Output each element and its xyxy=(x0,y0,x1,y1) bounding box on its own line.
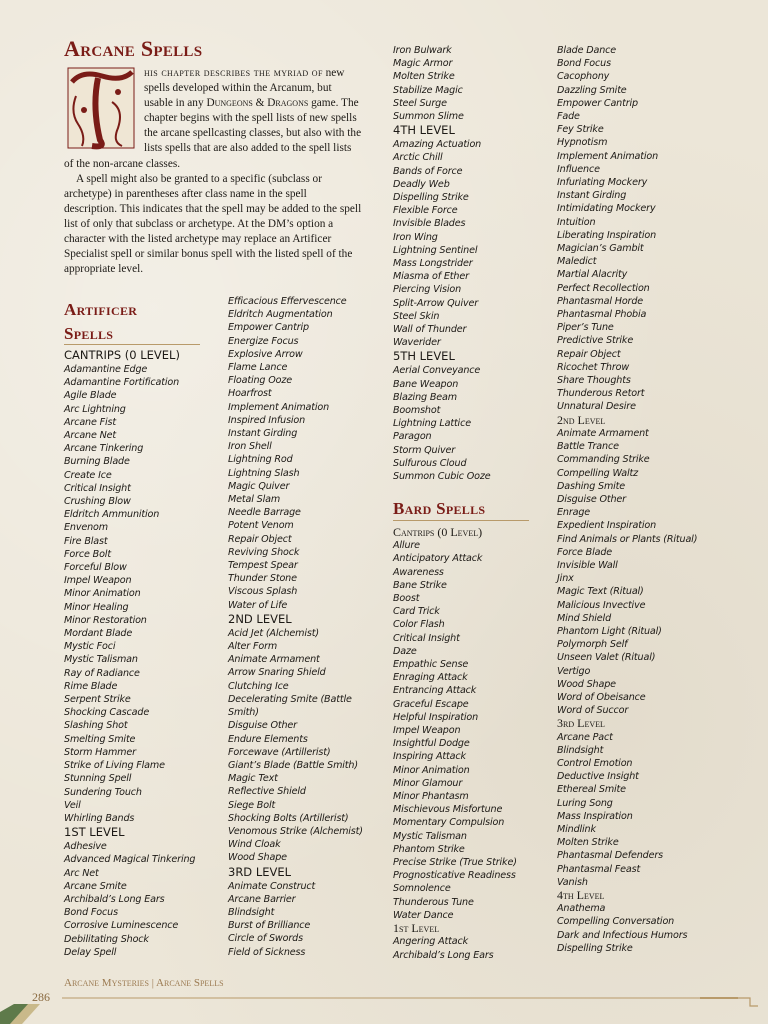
spell-item: Paragon xyxy=(393,431,432,443)
spell-item: Endure Elements xyxy=(228,733,308,745)
spell-item: Intimidating Mockery xyxy=(557,203,656,215)
spell-level-heading: 2ND LEVEL xyxy=(228,611,292,626)
spell-item: Disguise Other xyxy=(228,720,297,732)
running-footer xyxy=(64,977,224,989)
spell-item: Minor Healing xyxy=(64,601,129,613)
spell-item: Giant’s Blade (Battle Smith) xyxy=(228,759,358,771)
spell-item: Mystic Talisman xyxy=(64,654,138,666)
spell-level-heading: 3rd Level xyxy=(557,716,605,731)
spell-item: Empower Cantrip xyxy=(228,322,309,334)
spell-item: Wind Cloak xyxy=(228,839,281,851)
artificer-title-line1: Artificer xyxy=(64,300,138,319)
intro-brand: Dungeons & Dragons xyxy=(206,97,309,110)
spell-item: Envenom xyxy=(64,522,108,534)
spell-item: Burning Blade xyxy=(64,456,130,468)
spell-item: Infuriating Mockery xyxy=(557,177,648,189)
spell-item: Siege Bolt xyxy=(228,799,276,811)
spell-item: Repair Object xyxy=(228,533,292,545)
artificer-column-3 xyxy=(393,44,491,483)
spell-item: Mordant Blade xyxy=(64,628,133,640)
spell-item: Vertigo xyxy=(557,665,591,677)
spell-item: Mystic Foci xyxy=(64,641,116,653)
intro-text xyxy=(64,66,362,277)
spell-item: Flexible Force xyxy=(393,205,458,217)
spell-item: Bands of Force xyxy=(393,165,463,177)
spell-level-heading: 1st Level xyxy=(393,921,440,936)
spell-item: Slashing Shot xyxy=(64,720,128,732)
intro-lead: his chapter describes the myriad of xyxy=(144,67,323,79)
spell-item: Dispelling Strike xyxy=(393,192,469,204)
spell-item: Water of Life xyxy=(228,599,288,611)
spell-item: Share Thoughts xyxy=(557,375,631,387)
spell-item: Inspired Infusion xyxy=(228,414,306,426)
spell-item: Minor Animation xyxy=(393,764,470,776)
spell-item: Impel Weapon xyxy=(393,725,461,737)
spell-item: Implement Animation xyxy=(557,150,659,162)
spell-item: Critical Insight xyxy=(393,632,460,644)
spell-item: Magic Quiver xyxy=(228,480,290,492)
spell-item: Storm Hammer xyxy=(64,746,136,758)
spell-item: Unseen Valet (Ritual) xyxy=(557,652,656,664)
spell-item: Commanding Strike xyxy=(557,454,650,466)
spell-item: Storm Quiver xyxy=(393,444,456,456)
spell-item: Needle Barrage xyxy=(228,507,301,519)
footer-separator: | xyxy=(148,977,157,989)
spell-item: Implement Animation xyxy=(228,401,330,413)
spell-item: Daze xyxy=(393,645,417,657)
spell-item: Disguise Other xyxy=(557,493,626,505)
spell-item: Archibald’s Long Ears xyxy=(64,893,165,905)
spell-item: Molten Strike xyxy=(557,837,619,849)
spell-item: Minor Phantasm xyxy=(393,791,469,803)
spell-item: Iron Wing xyxy=(393,231,438,243)
spell-item: Deductive Insight xyxy=(557,771,639,783)
spell-item: Magic Armor xyxy=(393,58,453,70)
spell-item: Arcane Tinkering xyxy=(64,443,144,455)
spell-item: Mass Inspiration xyxy=(557,810,633,822)
spell-item: Mind Shield xyxy=(557,612,612,624)
spell-item: Liberating Inspiration xyxy=(557,229,657,241)
artificer-column-1 xyxy=(64,348,195,959)
spell-item: Arcane Net xyxy=(64,430,117,442)
spell-item: Fade xyxy=(557,111,580,123)
spell-item: Dark and Infectious Humors xyxy=(557,929,688,941)
spell-item: Color Flash xyxy=(393,619,445,631)
spell-item: Acid Jet (Alchemist) xyxy=(228,627,319,639)
spell-item: Battle Trance xyxy=(557,441,619,453)
spell-item: Force Blade xyxy=(557,546,613,558)
spell-item: Expedient Inspiration xyxy=(557,520,656,532)
artificer-column-2 xyxy=(228,295,363,959)
spell-item: Momentary Compulsion xyxy=(393,817,505,829)
spell-item: Animate Armament xyxy=(228,654,320,666)
spell-item: Word of Obeisance xyxy=(557,691,646,703)
spell-item: Force Bolt xyxy=(64,548,111,560)
spell-item: Allure xyxy=(393,540,420,552)
spell-item: Critical Insight xyxy=(64,482,131,494)
spell-item: Reviving Shock xyxy=(228,546,300,558)
spell-item: Ethereal Smite xyxy=(557,784,626,796)
spell-item: Lightning Lattice xyxy=(393,418,471,430)
spell-item: Alter Form xyxy=(228,641,278,653)
spell-item: Iron Shell xyxy=(228,441,272,453)
spell-item: Dispelling Strike xyxy=(557,942,633,954)
spell-item: Instant Girding xyxy=(228,428,298,440)
spell-item: Card Trick xyxy=(393,606,440,618)
spell-item: Strike of Living Flame xyxy=(64,760,165,772)
spell-item: Wall of Thunder xyxy=(393,324,467,336)
spell-item: Awareness xyxy=(393,566,444,578)
spell-item: Circle of Swords xyxy=(228,933,303,945)
spell-item: Forceful Blow xyxy=(64,562,127,574)
spell-item: Instant Girding xyxy=(557,190,627,202)
spell-item: Phantasmal Feast xyxy=(557,863,641,875)
intro-paragraph-2: A spell might also be granted to a specific (subclass or archetype) in parentheses after class name in the spell description. This indicates that the spell may be added to the spell list of only that subclass or archetype. At the DM’s option a character with the listed archetype may replace an Artificer Specialist spell or similar bonus spell with the listed spell of the appropriate level. xyxy=(64,172,362,276)
spell-level-heading: 4th Level xyxy=(557,888,605,902)
spell-item: Empathic Sense xyxy=(393,659,469,671)
spell-level-heading: 3RD LEVEL xyxy=(228,864,292,879)
spell-item: Archibald’s Long Ears xyxy=(393,949,494,961)
spell-item: Lightning Slash xyxy=(228,467,300,479)
spell-item: Lightning Sentinel xyxy=(393,244,478,256)
spell-item: Agile Blade xyxy=(64,390,117,402)
spell-item: Adhesive xyxy=(64,841,107,853)
spell-item: Eldritch Augmentation xyxy=(228,309,333,321)
spell-item: Arctic Chill xyxy=(393,152,443,164)
spell-item: Summon Cubic Ooze xyxy=(393,471,491,483)
spell-item: Word of Succor xyxy=(557,705,629,717)
intro-text-b: game. The chapter begins with the spell lists of new spells the arcane spellcasting classes, but also with the lists spells that are also added to the spell lists of the non-arcane classes. xyxy=(64,97,362,170)
spell-item: Adamantine Edge xyxy=(64,364,148,375)
spell-item: Arrow Snaring Shield xyxy=(228,667,326,679)
spell-item: Steel Skin xyxy=(393,310,440,322)
spell-item: Minor Glamour xyxy=(393,777,463,789)
spell-item: Reflective Shield xyxy=(228,786,306,798)
spell-item: Forcewave (Artillerist) xyxy=(228,746,331,758)
spell-item: Shocking Cascade xyxy=(64,707,150,719)
spell-item: Iron Bulwark xyxy=(393,45,452,56)
spell-item: Graceful Escape xyxy=(393,698,469,710)
spell-item: Mass Longstrider xyxy=(393,258,473,270)
intro-text-a: new spells developed within the Arcanum, but usable in any xyxy=(144,67,345,110)
spell-item: Perfect Recollection xyxy=(557,282,650,294)
spell-item: Summon Slime xyxy=(393,111,464,123)
spell-item: Crushing Blow xyxy=(64,496,131,508)
spell-item: Arcane Fist xyxy=(64,416,116,428)
spell-item: Compelling Waltz xyxy=(557,467,639,479)
spell-item: Bane Strike xyxy=(393,579,447,591)
spell-item: Ricochet Throw xyxy=(557,361,630,373)
spell-item: Debilitating Shock xyxy=(64,933,149,945)
spell-item: Clutching Ice xyxy=(228,680,289,692)
spell-item: Lightning Rod xyxy=(228,454,293,466)
spell-item: Somnolence xyxy=(393,883,451,895)
spell-item: Fey Strike xyxy=(557,124,604,136)
spell-item: Energize Focus xyxy=(228,335,299,347)
spell-item: Compelling Conversation xyxy=(557,916,675,928)
spell-item: Sulfurous Cloud xyxy=(393,457,467,469)
spell-item: Anathema xyxy=(557,903,606,915)
spell-item: Amazing Actuation xyxy=(393,139,482,151)
spell-item: Control Emotion xyxy=(557,757,633,769)
page-number: 286 xyxy=(32,990,50,1004)
spell-item: Dazzling Smite xyxy=(557,84,627,96)
bard-title: Bard Spells xyxy=(393,499,486,518)
spell-item: Entrancing Attack xyxy=(393,685,477,697)
spell-item: Arcane Pact xyxy=(557,731,613,743)
spell-item: Phantasmal Horde xyxy=(557,295,644,307)
spell-item: Shocking Bolts (Artillerist) xyxy=(228,812,349,824)
spell-item: Intuition xyxy=(557,216,596,228)
footer-book: Arcane Mysteries xyxy=(64,977,149,989)
artificer-title-line2: Spells xyxy=(64,324,114,343)
spell-item: Mischievous Misfortune xyxy=(393,804,503,816)
spell-item: Arcane Barrier xyxy=(228,893,296,905)
spell-item: Blade Dance xyxy=(557,45,617,56)
spell-item: Jinx xyxy=(557,573,574,585)
spell-item: Tempest Spear xyxy=(228,560,298,572)
spell-item: Animate Construct xyxy=(228,880,316,892)
spell-item: Bond Focus xyxy=(64,907,118,919)
spell-item: Fire Blast xyxy=(64,535,108,547)
spell-level-heading: 1ST LEVEL xyxy=(64,825,125,840)
spell-item: Enraging Attack xyxy=(393,672,468,684)
spell-item: Predictive Strike xyxy=(557,335,634,347)
spell-item: Stabilize Magic xyxy=(393,84,463,96)
spell-item: Venomous Strike (Alchemist) xyxy=(228,825,363,837)
spell-item: Impel Weapon xyxy=(64,575,132,587)
spell-level-heading: 5TH LEVEL xyxy=(393,349,455,364)
spell-item: Phantom Strike xyxy=(393,843,465,855)
spell-item: Delay Spell xyxy=(64,946,117,958)
artificer-title xyxy=(64,298,137,346)
spell-item: Sundering Touch xyxy=(64,786,142,798)
spell-item: Polymorph Self xyxy=(557,639,628,651)
spell-item: Bane Weapon xyxy=(393,378,459,390)
spell-item: Field of Sickness xyxy=(228,946,306,958)
spell-item: Phantom Light (Ritual) xyxy=(557,625,662,637)
spell-item: Corrosive Luminescence xyxy=(64,920,179,932)
footer-ornament-icon xyxy=(0,994,768,1024)
spell-item: Create Ice xyxy=(64,469,112,481)
spell-item: Mystic Talisman xyxy=(393,830,467,842)
spell-item: Dashing Smite xyxy=(557,480,626,492)
spell-item: Repair Object xyxy=(557,348,621,360)
spell-item: Unnatural Desire xyxy=(557,401,636,413)
spell-item: Advanced Magical Tinkering xyxy=(64,854,196,866)
spell-item: Metal Slam xyxy=(228,494,281,506)
spell-level-heading: 4TH LEVEL xyxy=(393,123,455,138)
spell-item: Veil xyxy=(64,799,81,811)
spell-item: Rime Blade xyxy=(64,680,118,692)
spell-item: Malicious Invective xyxy=(557,599,646,611)
spell-item: Invisible Wall xyxy=(557,559,618,571)
spell-item: Whirling Bands xyxy=(64,812,135,824)
spell-item: Smith) xyxy=(228,707,259,719)
spell-item: Animate Armament xyxy=(557,427,649,439)
spell-item: Mindlink xyxy=(557,823,596,835)
spell-level-heading: 2nd Level xyxy=(557,412,606,427)
spell-item: Deadly Web xyxy=(393,178,450,190)
spell-item: Blindsight xyxy=(228,906,275,918)
spell-item: Arcane Smite xyxy=(64,880,127,892)
spell-item: Bond Focus xyxy=(557,58,611,70)
spell-item: Invisible Blades xyxy=(393,218,466,230)
spell-item: Serpent Strike xyxy=(64,694,131,706)
spell-item: Wood Shape xyxy=(557,678,616,690)
spell-item: Helpful Inspiration xyxy=(393,711,479,723)
spell-item: Thunderous Tune xyxy=(393,896,474,908)
spell-item: Arc Lightning xyxy=(64,403,126,415)
spell-item: Burst of Brilliance xyxy=(228,920,311,932)
spell-item: Potent Venom xyxy=(228,520,294,532)
spell-item: Enrage xyxy=(557,507,591,519)
spell-item: Stunning Spell xyxy=(64,773,132,785)
bard-rule xyxy=(393,520,529,521)
spell-item: Water Dance xyxy=(393,909,454,921)
bard-column-2 xyxy=(557,44,697,955)
spell-item: Explosive Arrow xyxy=(228,348,303,360)
spell-item: Minor Restoration xyxy=(64,614,147,626)
spell-item: Floating Ooze xyxy=(228,375,292,387)
spell-item: Anticipatory Attack xyxy=(393,553,483,565)
spell-item: Blindsight xyxy=(557,744,604,756)
spell-item: Luring Song xyxy=(557,797,613,809)
spell-item: Vanish xyxy=(557,876,588,888)
spell-item: Hypnotism xyxy=(557,137,608,149)
spell-item: Smelting Smite xyxy=(64,733,136,745)
spell-item: Eldritch Ammunition xyxy=(64,509,160,521)
spell-item: Thunderous Retort xyxy=(557,388,645,400)
spell-item: Arc Net xyxy=(64,867,99,879)
spell-item: Piercing Vision xyxy=(393,284,462,296)
spell-item: Wood Shape xyxy=(228,852,287,864)
spell-item: Boost xyxy=(393,593,420,605)
spell-item: Blazing Beam xyxy=(393,391,457,403)
spell-item: Angering Attack xyxy=(393,936,469,948)
spell-level-heading: CANTRIPS (0 LEVEL) xyxy=(64,348,180,362)
spell-item: Steel Surge xyxy=(393,97,447,109)
spell-item: Split-Arrow Quiver xyxy=(393,297,479,309)
spell-item: Waverider xyxy=(393,337,441,349)
artificer-rule xyxy=(64,344,200,345)
spell-item: Flame Lance xyxy=(228,362,288,374)
spell-item: Prognosticative Readiness xyxy=(393,870,516,882)
spell-item: Find Animals or Plants (Ritual) xyxy=(557,533,698,545)
spell-item: Martial Alacrity xyxy=(557,269,628,281)
footer-chapter: Arcane Spells xyxy=(156,977,224,989)
bard-column-1 xyxy=(393,526,517,962)
spell-item: Ray of Radiance xyxy=(64,667,140,679)
spell-item: Precise Strike (True Strike) xyxy=(393,857,517,869)
spell-item: Influence xyxy=(557,163,600,175)
spell-item: Adamantine Fortification xyxy=(64,377,180,389)
spell-item: Viscous Splash xyxy=(228,586,298,598)
spell-item: Empower Cantrip xyxy=(557,97,638,109)
spell-item: Phantasmal Phobia xyxy=(557,309,647,321)
spell-item: Cacophony xyxy=(557,71,610,83)
spell-item: Insightful Dodge xyxy=(393,738,470,750)
spell-item: Magic Text (Ritual) xyxy=(557,586,644,598)
spell-item: Maledict xyxy=(557,256,597,268)
spell-item: Decelerating Smite (Battle xyxy=(228,693,352,705)
spell-item: Boomshot xyxy=(393,405,441,417)
spell-item: Efficacious Effervescence xyxy=(228,296,347,307)
spell-item: Magician’s Gambit xyxy=(557,243,644,255)
spell-item: Hoarfrost xyxy=(228,388,272,400)
spell-item: Minor Animation xyxy=(64,588,141,600)
spell-item: Aerial Conveyance xyxy=(393,365,481,377)
spell-item: Inspiring Attack xyxy=(393,751,466,763)
spell-item: Phantasmal Defenders xyxy=(557,850,663,862)
page-title: Arcane Spells xyxy=(64,36,203,61)
spell-item: Piper’s Tune xyxy=(557,322,614,334)
spell-level-heading: Cantrips (0 Level) xyxy=(393,525,483,539)
spell-item: Molten Strike xyxy=(393,71,455,83)
spell-item: Thunder Stone xyxy=(228,573,297,585)
spell-item: Magic Text xyxy=(228,773,278,785)
spell-item: Miasma of Ether xyxy=(393,271,469,283)
